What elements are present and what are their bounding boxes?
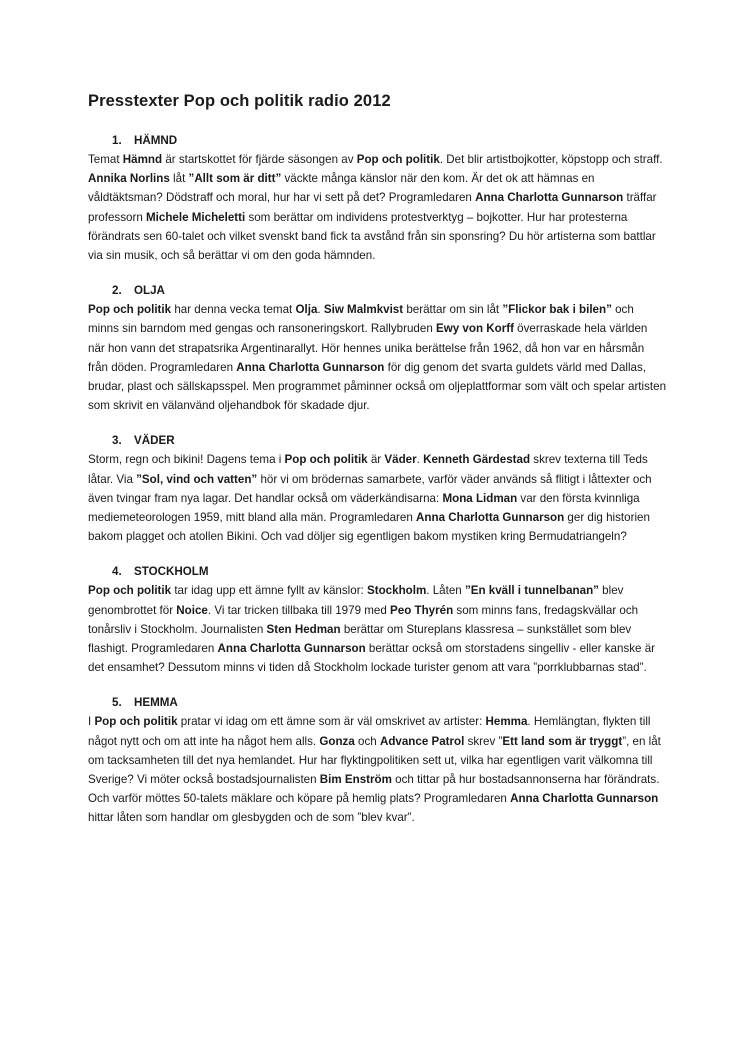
text-run: har denna vecka temat <box>171 303 296 317</box>
bold-text: ”Allt som är ditt” <box>188 172 282 186</box>
section-2 <box>88 282 666 415</box>
bold-text: Advance Patrol <box>379 734 465 748</box>
text-run: berättar också om storstadens singelliv - eller kanske är det ensamhet? Dessutom minns vi tiden då Stockholm lockade turister genom att vara ”porrklubbarnas stad”. <box>88 642 656 675</box>
text-run: . Vi tar tricken tillbaka till 1979 med <box>207 603 391 617</box>
section-number: 4. <box>112 565 122 579</box>
bold-text: Peo Thyrén <box>390 603 454 617</box>
bold-text: Väder <box>384 453 417 467</box>
text-run: berättar om sin låt <box>403 303 503 317</box>
bold-text: Anna Charlotta Gunnarson <box>236 360 385 374</box>
section-heading-text: HEMMA <box>134 696 178 710</box>
section-heading <box>88 282 666 300</box>
text-run: och tittar på hur bostadsannonserna har förändrats. Och varför möttes 50-talets mäklare och köpare på hemlig plats? Programledaren <box>88 773 660 806</box>
text-run: träffar professorn <box>88 191 657 224</box>
bold-text: Hämnd <box>122 153 163 166</box>
section-paragraph <box>88 581 666 677</box>
text-run: som berättar om individens protestverktyg – bojkotter. Hur har protesterna förändrats sen 60-talet och vilket svenskt band fick ta avstånd från sin sponsring? Du hör artisterna som battlar via sin musik, och så berättar vi om den goda hämnden. <box>88 210 656 263</box>
section-number: 1. <box>112 134 122 147</box>
section-paragraph <box>88 150 666 265</box>
section-paragraph <box>88 450 666 546</box>
text-run: berättar om Stureplans klassresa – sunkstället som blev flashigt. Programledaren <box>88 622 632 656</box>
section-5 <box>88 694 666 827</box>
text-run: och <box>354 734 380 748</box>
bold-text: Bim Enström <box>319 773 392 787</box>
section-1 <box>88 132 666 265</box>
bold-text: Pop och politik <box>88 584 172 598</box>
sections-container <box>88 132 666 828</box>
bold-text: Kenneth Gärdestad <box>423 453 531 467</box>
text-run: var den första kvinnliga mediemeteorologen 1959, mitt bland alla män. Programledaren <box>88 491 640 525</box>
text-run: hör vi om brödernas samarbete, varför väder används så flitigt i låttexter och även tvingar fram nya lagar. Det handlar också om väderkändisarna: <box>88 472 652 505</box>
text-run: överraskade hela världen när hon vann det strapatsrika Argentinarallyt. Hör hennes unika berättelse från 1962, då hon var en hårsmån från döden. Programledaren <box>88 322 648 374</box>
text-run: ”, en låt om tacksamheten till det nya hemlandet. Hur har flyktingpolitiken sett ut, vilka har egentligen varit välkomna till Sverige? Vi möter också bostadsjournalisten <box>88 734 661 787</box>
text-run: och minns sin barndom med gengas och ransoneringskort. Rallybruden <box>88 303 634 336</box>
text-run: pratar vi idag om ett ämne som är väl omskrivet av artister: <box>177 715 486 729</box>
bold-text: Pop och politik <box>284 453 368 467</box>
text-run: hittar låten som handlar om glesbygden och de som ”blev kvar”. <box>88 811 415 825</box>
bold-text: Olja <box>295 303 318 317</box>
text-run: låt <box>169 172 189 186</box>
bold-text: Noice <box>176 603 208 617</box>
section-paragraph <box>88 300 666 415</box>
bold-text: Ewy von Korff <box>436 322 514 336</box>
bold-text: Pop och politik <box>356 153 440 166</box>
text-run: skrev texterna till Teds låtar. Via <box>88 453 648 486</box>
bold-text: ”En kväll i tunnelbanan” <box>464 584 599 598</box>
text-run: för dig genom det svarta guldets värld med Dallas, brudar, plast och sällskapsspel. Men programmet påminner också om oljeplattformar som vält och spelar artisten som skrivit en välanvänd oljehandbok för skadade djur. <box>88 360 667 413</box>
section-heading <box>88 694 666 712</box>
section-heading <box>88 563 666 581</box>
document-title: Presstexter Pop och politik radio 2012 <box>88 92 391 110</box>
bold-text: ”Flickor bak i bilen” <box>502 303 612 317</box>
text-run: tar idag upp ett ämne fyllt av känslor: <box>171 584 367 598</box>
text-run: . Det blir artistbojkotter, köpstopp och straff. <box>439 153 663 166</box>
section-heading-text: OLJA <box>134 284 165 298</box>
bold-text: Mona Lidman <box>442 491 518 505</box>
section-number: 5. <box>112 696 122 710</box>
bold-text: ”Sol, vind och vatten” <box>136 472 258 486</box>
text-run: är startskottet för fjärde säsongen av <box>162 153 357 166</box>
bold-text: Ett land som är tryggt <box>502 734 623 748</box>
text-run: Temat <box>88 153 123 166</box>
text-run: som minns fans, fredagskvällar och tonårsliv i Stockholm. Journalisten <box>88 603 639 636</box>
section-heading <box>88 432 666 450</box>
bold-text: Michele Micheletti <box>146 210 246 224</box>
text-run: väckte många känslor när den kom. Är det ok att hämnas en våldtäktsman? Dödstraff och moral, hur har vi sett på det? Programledaren <box>88 172 595 205</box>
section-3 <box>88 432 666 546</box>
text-run: I <box>88 715 95 729</box>
section-heading-text: HÄMND <box>134 134 178 147</box>
bold-text: Anna Charlotta Gunnarson <box>416 511 565 525</box>
text-run: . <box>416 453 424 467</box>
bold-text: Anna Charlotta Gunnarson <box>217 642 366 656</box>
section-number: 3. <box>112 434 122 448</box>
bold-text: Siw Malmkvist <box>323 303 404 317</box>
bold-text: Anna Charlotta Gunnarson <box>510 792 659 806</box>
text-run: . Hemlängtan, flykten till något nytt och om att inte ha något hem alls. <box>88 715 651 748</box>
text-run: ger dig historien bakom plagget och atollen Bikini. Och vad döljer sig egentligen bakom mystiken kring Bermudatriangeln? <box>88 511 650 544</box>
text-run: är <box>367 453 385 467</box>
bold-text: Hemma <box>485 715 528 729</box>
section-heading <box>88 132 666 150</box>
bold-text: Pop och politik <box>88 303 172 317</box>
bold-text: Anna Charlotta Gunnarson <box>475 191 624 205</box>
text-run: blev genombrottet för <box>88 584 624 617</box>
text-run: skrev ” <box>464 734 503 748</box>
section-heading-text: VÄDER <box>134 434 175 448</box>
text-run: . <box>317 303 324 317</box>
bold-text: Stockholm <box>367 584 427 598</box>
section-number: 2. <box>112 284 122 298</box>
bold-text: Sten Hedman <box>266 622 341 636</box>
bold-text: Pop och politik <box>94 715 178 729</box>
section-4 <box>88 563 666 677</box>
bold-text: Gonza <box>319 734 355 748</box>
bold-text: Annika Norlins <box>88 172 170 186</box>
section-heading-text: STOCKHOLM <box>134 565 209 579</box>
text-run: . Låten <box>426 584 465 598</box>
document-page <box>88 90 666 845</box>
section-paragraph <box>88 712 666 827</box>
text-run: Storm, regn och bikini! Dagens tema i <box>88 453 285 467</box>
